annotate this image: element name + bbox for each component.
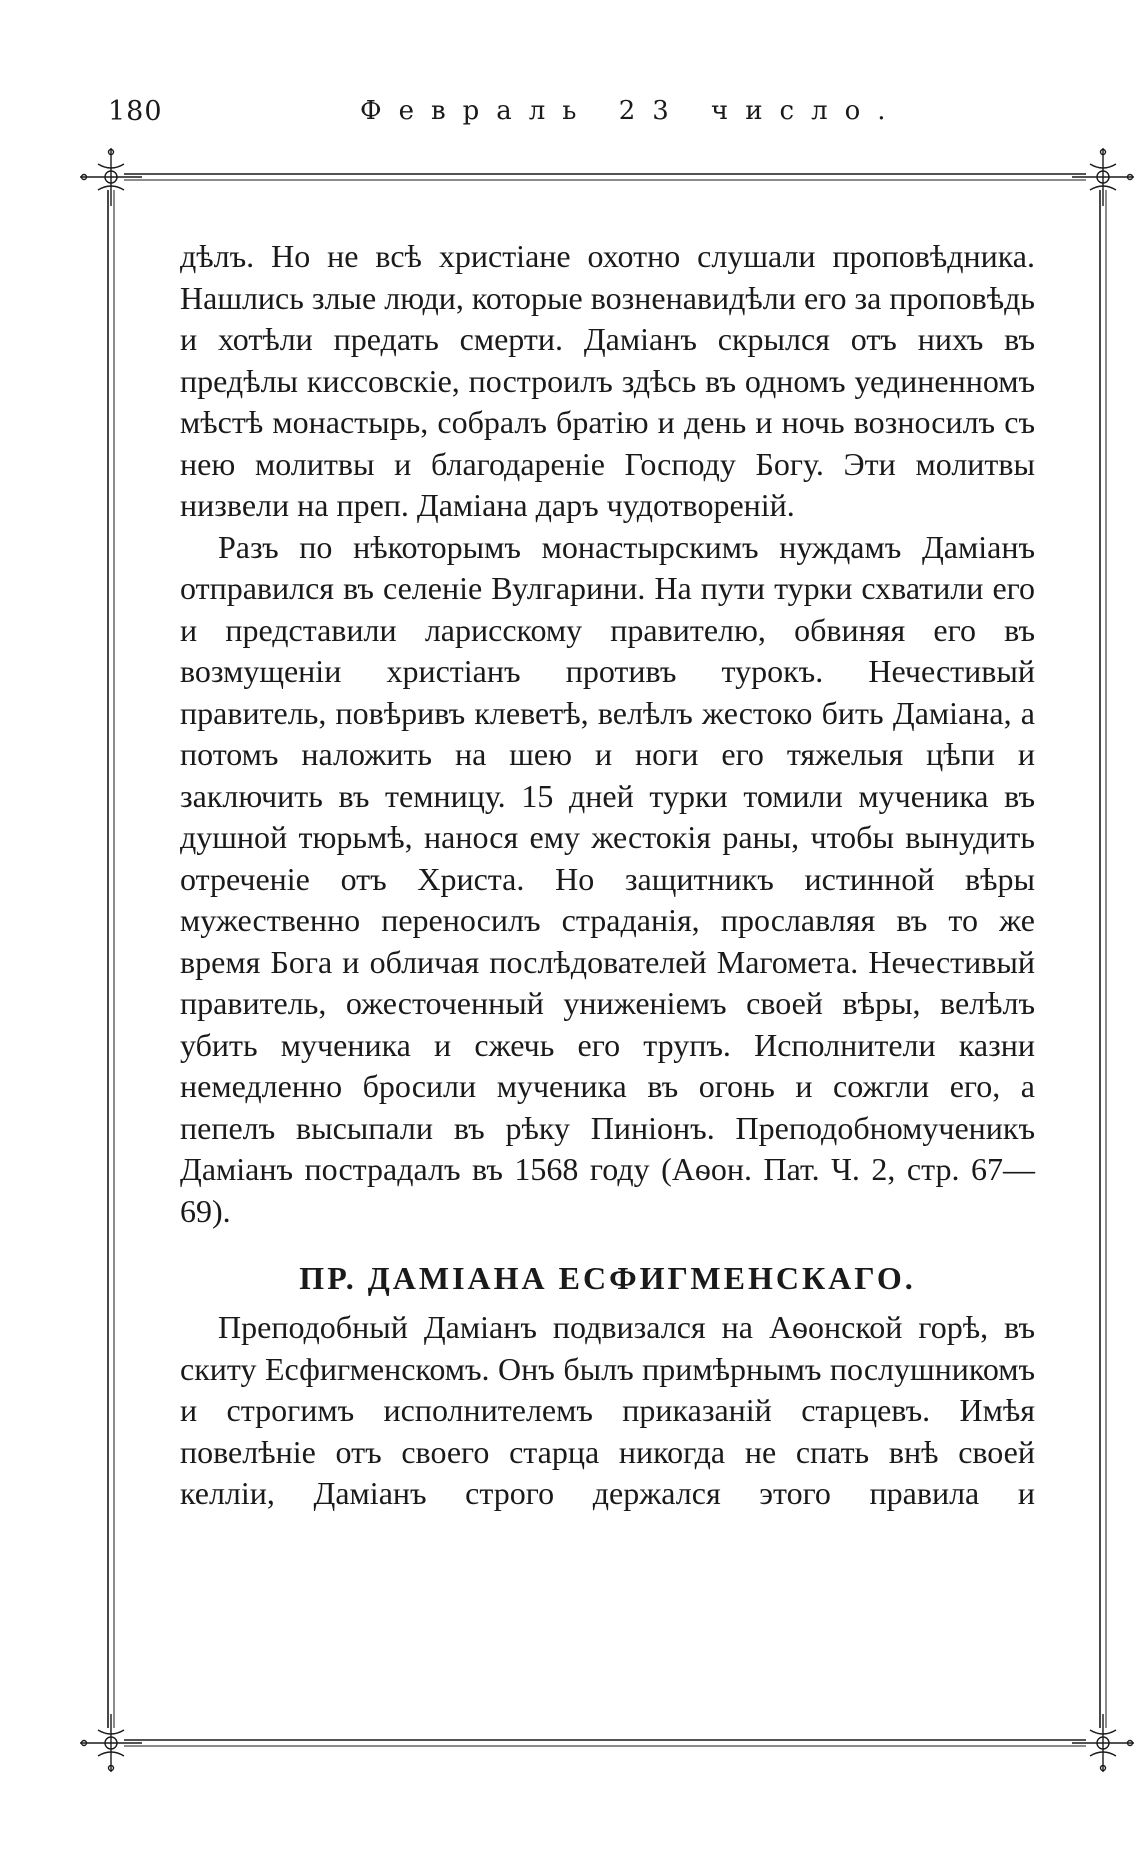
running-head <box>0 96 1140 136</box>
paragraph-1: дѣлъ. Но не всѣ христіане охотно слушали проповѣдника. Нашлись злые люди, которые возненавидѣли его за проповѣдь и хотѣли предать смерти. Даміанъ скрылся отъ нихъ въ предѣлы киссовскіе, построилъ здѣсь въ одномъ уединенномъ мѣстѣ монастырь, собралъ братію и день и ночь возносилъ съ нею молитвы и благодареніе Господу Богу. Эти молитвы низвели на преп. Даміана даръ чудотвореній. <box>180 238 1035 523</box>
corner-ornament-top-left <box>80 148 142 206</box>
corner-ornament-bottom-right <box>1072 1714 1134 1772</box>
corner-ornament-top-right <box>1072 148 1134 206</box>
main-text-block <box>180 236 1035 1515</box>
section-heading: ПР. ДАМІАНА ЕСФИГМЕНСКАГО. <box>299 1260 916 1296</box>
page-number: 180 <box>108 96 163 127</box>
paragraph-3: Преподобный Даміанъ подвизался на Аѳонской горѣ, въ скиту Есфигменскомъ. Онъ былъ примѣрнымъ послушникомъ и строгимъ исполнителемъ приказаній старцевъ. Имѣя повелѣніе отъ своего старца никогда не спать внѣ своей келліи, Даміанъ строго держался этого правила и <box>180 1309 1035 1511</box>
page-header-title: Февраль 23 число. <box>360 96 903 126</box>
corner-ornament-bottom-left <box>80 1714 142 1772</box>
paragraph-2: Разъ по нѣкоторымъ монастырскимъ нуждамъ Даміанъ отправился въ селеніе Вулгарини. На пути турки схватили его и представили ларисскому правителю, обвиняя его въ возмущеніи христіанъ противъ турокъ. Нечестивый правитель, повѣривъ клеветѣ, велѣлъ жестоко бить Даміана, а потомъ наложить на шею и ноги его тяжелыя цѣпи и заключить въ темницу. 15 дней турки томили мученика въ душной тюрьмѣ, нанося ему жестокія раны, чтобы вынудить отреченіе отъ Христа. Но защитникъ истинной вѣры мужественно переносилъ страданія, прославляя въ то же время Бога и обличая послѣдователей Магомета. Нечестивый правитель, ожесточенный униженіемъ своей вѣры, велѣлъ убить мученика и сжечь его трупъ. Исполнители казни немедленно бросили мученика въ огонь и сожгли его, а пепелъ высыпали въ рѣку Пиніонъ. Преподобномученикъ Даміанъ пострадалъ въ 1568 году (Аѳон. Пат. Ч. 2, стр. 67—69). <box>180 528 1035 1229</box>
